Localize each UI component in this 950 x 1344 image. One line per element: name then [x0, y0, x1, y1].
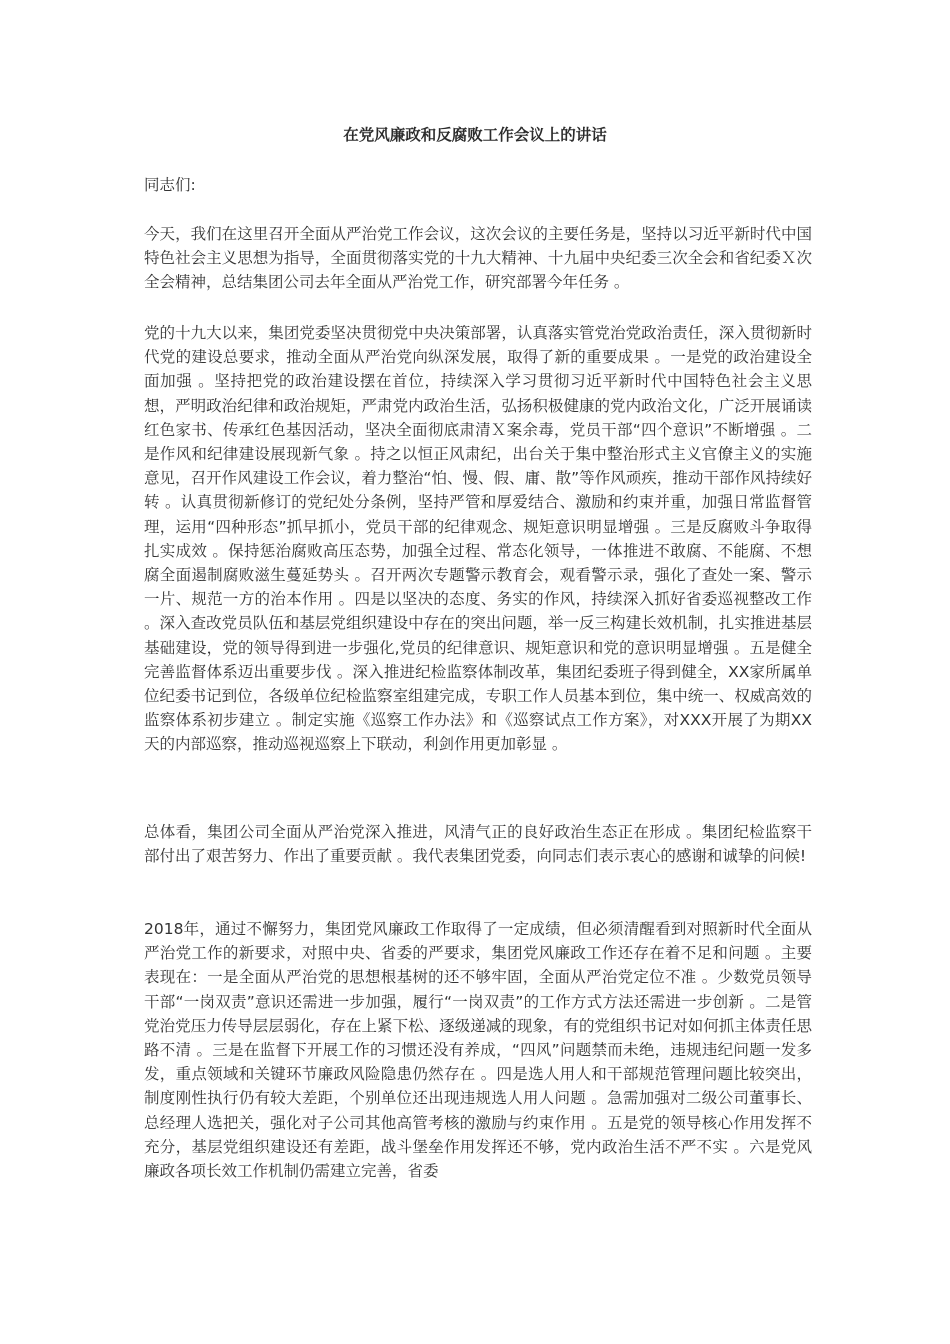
paragraph-4: 2018年，通过不懈努力，集团党风廉政工作取得了一定成绩，但必须清醒看到对照新时代全面从严治党工作的新要求，对照中央、省委的严要求，集团党风廉政工作还存在着不足和问题 。主要表现在：一是全面从严治党的思想根基树的还不够牢固，全面从严治党定位不准 。少数党员领导干部“一岗双责”意识还需进一步加强，履行“一岗双责”的工作方式方法还需进一步创新 。二是管党治党压力传导层层弱化，存在上紧下松、逐级递减的现象，有的党组织书记对如何抓主体责任思路不清 。三是在监督下开展工作的习惯还没有养成，“四风”问题禁而未绝，违规违纪问题一发多发，重点领域和关键环节廉政风险隐患仍然存在 。四是选人用人和干部规范管理问题比较突出，制度刚性执行仍有较大差距，个别单位还出现违规选人用人问题 。急需加强对二级公司董事长、总经理人选把关，强化对子公司其他高管考核的激励与约束作用 。五是党的领导核心作用发挥不充分，基层党组织建设还有差距，战斗堡垒作用发挥还不够，党内政治生活不严不实 。六是党风廉政各项长效工作机制仍需建立完善，省委 [144, 920, 812, 1181]
salutation: 同志们: [144, 176, 196, 194]
document-title: 在党风廉政和反腐败工作会议上的讲话 [343, 126, 607, 144]
paragraph-3: 总体看，集团公司全面从严治党深入推进，风清气正的良好政治生态正在形成 。集团纪检监察干部付出了艰苦努力、作出了重要贡献 。我代表集团党委，向同志们表示衷心的感谢和诚挚的问候! [144, 823, 812, 866]
paragraph-2: 党的十九大以来，集团党委坚决贯彻党中央决策部署，认真落实管党治党政治责任，深入贯彻新时代党的建设总要求，推动全面从严治党向纵深发展，取得了新的重要成果 。一是党的政治建设全面加强 。坚持把党的政治建设摆在首位，持续深入学习贯彻习近平新时代中国特色社会主义思想，严明政治纪律和政治规矩，严肃党内政治生活，弘扬积极健康的党内政治文化，广泛开展诵读红色家书、传承红色基因活动，坚决全面彻底肃清Ｘ案余毒，党员干部“四个意识”不断增强 。二是作风和纪律建设展现新气象 。持之以恒正风肃纪，出台关于集中整治形式主义官僚主义的实施意见，召开作风建设工作会议，着力整治“怕、慢、假、庸、散”等作风顽疾，推动干部作风持续好转 。认真贯彻新修订的党纪处分条例，坚持严管和厚爱结合、激励和约束并重，加强日常监督管理，运用“四种形态”抓早抓小，党员干部的纪律观念、规矩意识明显增强 。三是反腐败斗争取得扎实成效 。保持惩治腐败高压态势，加强全过程、常态化领导，一体推进不敢腐、不能腐、不想腐全面遏制腐败滋生蔓延势头 。召开两次专题警示教育会，观看警示录，强化了查处一案、警示一片、规范一方的治本作用 。四是以坚决的态度、务实的作风，持续深入抓好省委巡视整改工作 。深入查改党员队伍和基层党组织建设中存在的突出问题，举一反三构建长效机制，扎实推进基层基础建设，党的领导得到进一步强化,党员的纪律意识、规矩意识和党的意识明显增强 。五是健全完善监督体系迈出重要步伐 。深入推进纪检监察体制改革，集团纪委班子得到健全，XX家所属单位纪委书记到位，各级单位纪检监察室组建完成，专职工作人员基本到位，集中统一、权威高效的监察体系初步建立 。制定实施《巡察工作办法》和《巡察试点工作方案》，对XXX开展了为期XX天的内部巡察，推动巡视巡察上下联动，利剑作用更加彰显 。 [144, 324, 812, 754]
paragraph-1: 今天，我们在这里召开全面从严治党工作会议，这次会议的主要任务是，坚持以习近平新时代中国特色社会主义思想为指导，全面贯彻落实党的十九大精神、十九届中央纪委三次全会和省纪委Ｘ次全会精神，总结集团公司去年全面从严治党工作，研究部署今年任务 。 [144, 225, 812, 292]
